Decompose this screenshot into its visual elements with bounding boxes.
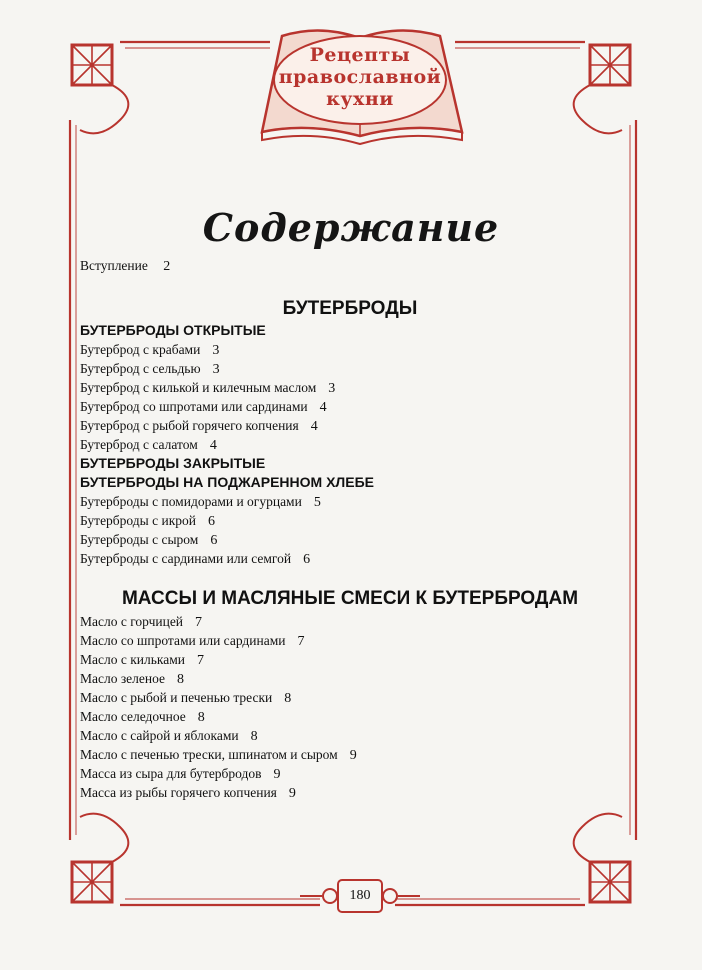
toc-entry-page: 9	[349, 748, 357, 763]
toc-entry-page: 9	[273, 767, 281, 782]
page-title: Содержание	[202, 205, 500, 250]
toc-entry[interactable]	[80, 669, 640, 688]
toc-entry-page: 9	[288, 786, 296, 801]
book-logo-title	[270, 44, 450, 110]
toc-entry-label: Масло с кильками	[80, 652, 186, 667]
subsection-title: БУТЕРБРОДЫ ОТКРЫТЫЕ	[80, 322, 266, 338]
toc-entry-label: Бутерброд со шпротами или сардинами	[80, 399, 308, 414]
toc-entry[interactable]	[80, 530, 640, 549]
toc-entry-label: Масса из сыра для бутербродов	[80, 766, 262, 781]
toc-entry-label: Масло с печенью трески, шпинатом и сыром	[80, 747, 338, 762]
corner-ornament-top-left	[72, 45, 128, 133]
toc-entry[interactable]	[80, 359, 640, 378]
toc-entry[interactable]	[80, 631, 640, 650]
corner-ornament-bottom-left	[72, 814, 128, 902]
toc-entry[interactable]	[80, 707, 640, 726]
toc-entry[interactable]	[80, 726, 640, 745]
toc-entry-label: Бутерброды с икрой	[80, 513, 196, 528]
toc-entry-page: 7	[195, 615, 203, 630]
toc-entry-label: Масло со шпротами или сардинами	[80, 633, 286, 648]
toc-entry-page: 4	[310, 419, 318, 434]
logo-line-3: кухни	[326, 88, 394, 110]
section-title: БУТЕРБРОДЫ	[282, 298, 418, 319]
toc-entry[interactable]	[80, 745, 640, 764]
corner-ornament-top-right	[574, 45, 630, 133]
toc-entry-page: 8	[197, 710, 205, 725]
toc-entry-page: 7	[297, 634, 305, 649]
logo-line-1: Рецепты	[309, 44, 411, 66]
toc-entry[interactable]	[80, 435, 640, 454]
toc-entry[interactable]	[80, 378, 640, 397]
toc-entry-page: 8	[284, 691, 292, 706]
toc-entry-page: 4	[319, 400, 327, 415]
toc-entry-page: 4	[209, 438, 217, 453]
toc-entry-label: Масло селедочное	[80, 709, 186, 724]
toc-entry[interactable]	[80, 688, 640, 707]
toc-entry-page: 8	[250, 729, 258, 744]
logo-line-2: православной	[278, 66, 442, 88]
toc-entry-label: Масло зеленое	[80, 671, 166, 686]
toc-entry-label: Масло с рыбой и печенью трески	[80, 690, 273, 705]
toc-entry-label: Бутерброд с сельдью	[80, 361, 201, 376]
toc-entry[interactable]	[80, 764, 640, 783]
toc-entry-label: Масло с сайрой и яблоками	[80, 728, 239, 743]
toc-entry-page: 6	[207, 514, 215, 529]
toc-entry-page: 6	[303, 552, 311, 567]
toc-entry-label: Бутерброды с сардинами или семгой	[80, 551, 292, 566]
toc-entry-label: Бутерброд с рыбой горячего копчения	[80, 418, 299, 433]
toc-entry[interactable]	[80, 612, 640, 631]
toc-entry-label: Бутерброд с салатом	[80, 437, 198, 452]
toc-entry[interactable]	[80, 549, 640, 568]
toc-entry-page: 7	[197, 653, 205, 668]
toc-entry[interactable]	[80, 492, 640, 511]
toc-entry-label: Масса из рыбы горячего копчения	[80, 785, 277, 800]
toc-entry-page: 3	[328, 381, 336, 396]
toc-entry[interactable]	[80, 340, 640, 359]
page-number: 180	[349, 888, 371, 903]
toc-entry[interactable]	[80, 416, 640, 435]
corner-ornament-bottom-right	[574, 814, 630, 902]
subsection-title: БУТЕРБРОДЫ ЗАКРЫТЫЕ	[80, 455, 266, 471]
toc-entry-label: Бутерброды с сыром	[80, 532, 199, 547]
table-of-contents	[80, 256, 640, 802]
toc-entry-label: Масло с горчицей	[80, 614, 184, 629]
toc-entry-page: 3	[212, 343, 220, 358]
toc-entry-label: Бутерброд с килькой и килечным маслом	[80, 380, 317, 395]
toc-entry-label: Бутерброд с крабами	[80, 342, 201, 357]
toc-entry-page: 5	[313, 495, 321, 510]
toc-entry[interactable]	[80, 511, 640, 530]
toc-entry[interactable]	[80, 783, 640, 802]
toc-entry[interactable]	[80, 650, 640, 669]
toc-entry-page: 3	[212, 362, 220, 377]
toc-entry-label: Вступление	[80, 258, 148, 273]
toc-entry-page: 2	[163, 259, 171, 274]
toc-entry-intro[interactable]	[80, 256, 640, 275]
toc-entry-label: Бутерброды с помидорами и огурцами	[80, 494, 302, 509]
toc-entry-page: 6	[210, 533, 218, 548]
subsection-title: БУТЕРБРОДЫ НА ПОДЖАРЕННОМ ХЛЕБЕ	[80, 474, 374, 490]
section-title: МАССЫ И МАСЛЯНЫЕ СМЕСИ К БУТЕРБРОДАМ	[121, 588, 579, 609]
toc-entry-page: 8	[177, 672, 185, 687]
toc-entry[interactable]	[80, 397, 640, 416]
